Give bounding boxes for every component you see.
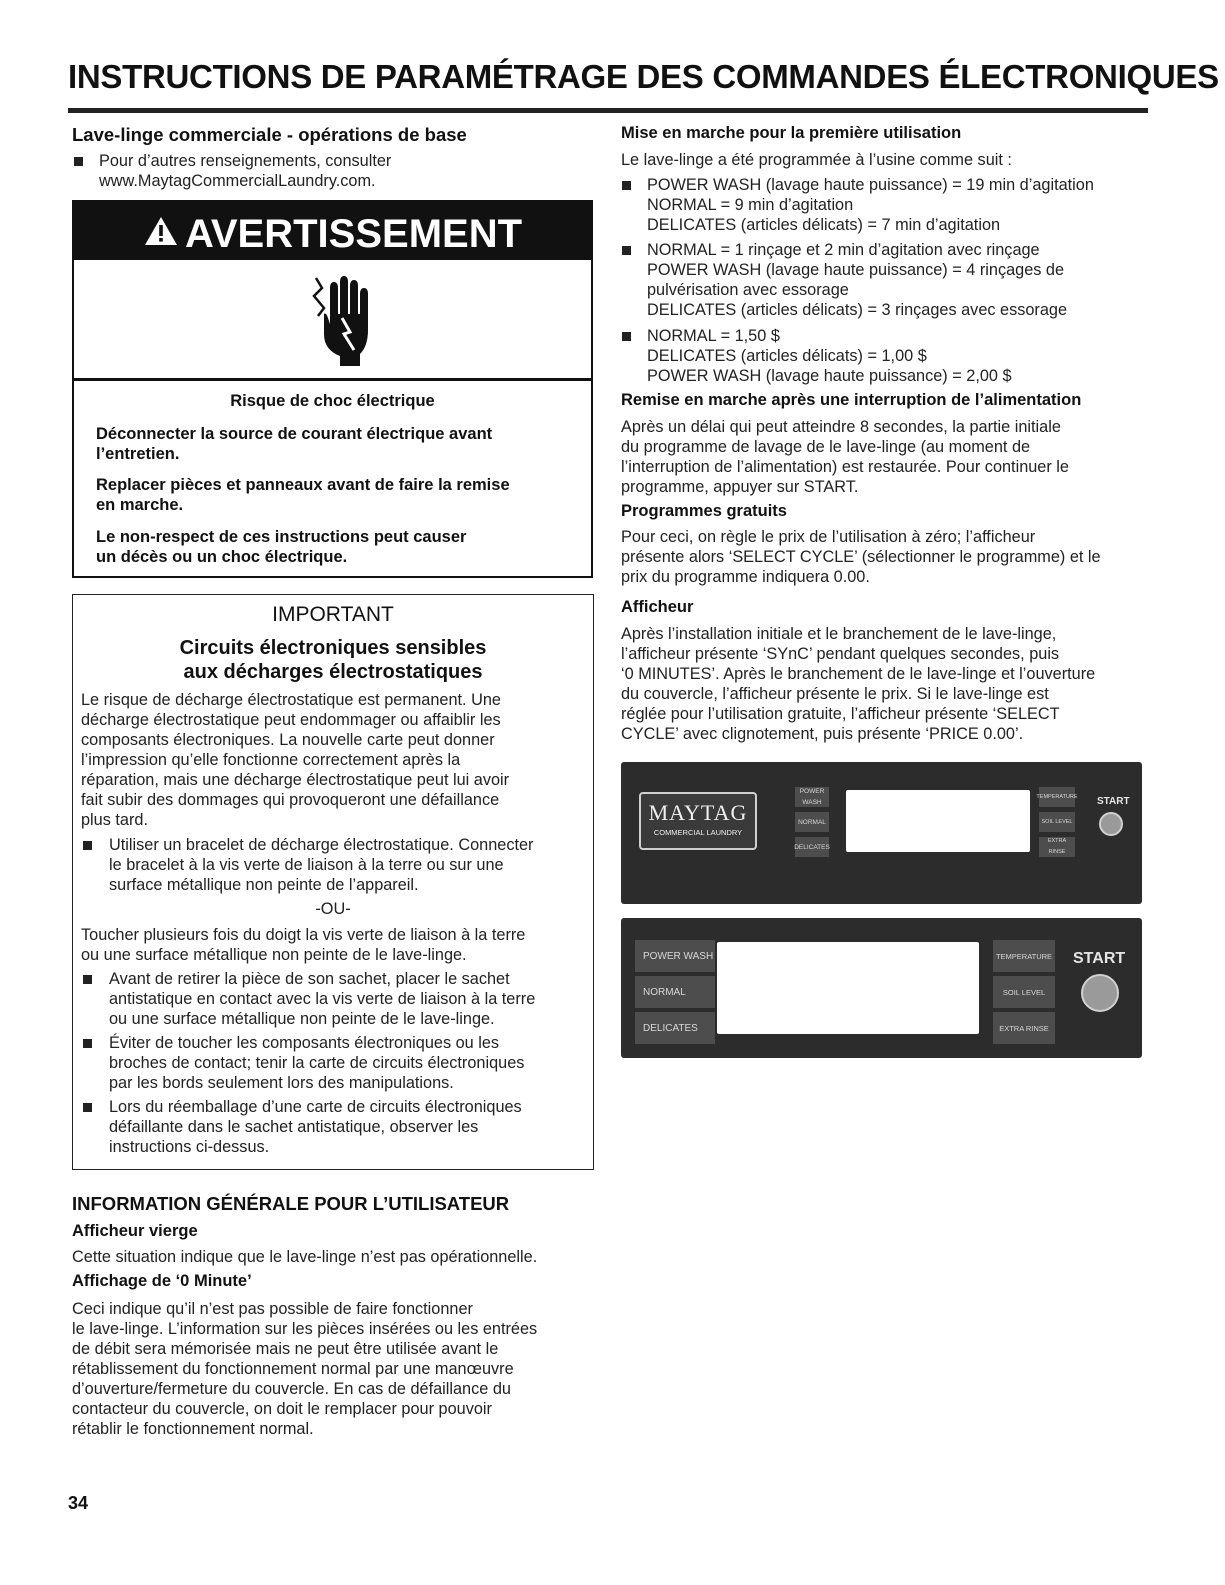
important-paragraph-2 [81,925,586,965]
delicates-button[interactable]: DELICATES [635,1012,715,1044]
normal-button[interactable]: NORMAL [795,812,829,832]
text-line: surface métallique non peinte de l’appareil. [109,876,419,894]
intro-line-1: Pour d’autres renseignements, consulter [99,152,392,170]
start-button[interactable] [1081,974,1119,1012]
display-text [621,624,1146,744]
text-line: rétablir le fonctionnement normal. [72,1420,314,1438]
first-use-title: Mise en marche pour la première utilisation [621,124,962,142]
warning-line: un décès ou un choc électrique. [96,548,348,566]
warning-title [74,210,591,257]
warning-triangle-icon [143,212,179,257]
warning-header [74,202,591,260]
bullet-icon [83,1103,92,1112]
extra-rinse-button[interactable]: EXTRA RINSE [993,1012,1055,1044]
warning-box [72,200,593,578]
text-line: du couvercle, l’afficheur présente le prix. Si le lave-linge est [621,685,1049,703]
bullet-icon [622,181,631,190]
restart-text [621,417,1146,497]
important-bullet-3 [81,1033,586,1093]
important-bullet-1 [81,835,586,895]
text-line: défaillante dans le sachet antistatique, observer les [109,1118,479,1136]
page-title: INSTRUCTIONS DE PARAMÉTRAGE DES COMMANDES ÉLECTRONIQUES [68,58,1219,95]
bullet-icon [83,975,92,984]
text-line: par les bords seulement lors des manipulations. [109,1074,454,1092]
text-line: du programme de lavage de le lave-linge (au moment de [621,438,1031,456]
text-line: ou une surface métallique non peinte de le lave-linge. [81,946,467,964]
intro-line-2[interactable]: www.MaytagCommercialLaundry.com. [99,172,376,190]
free-programs-text [621,527,1146,587]
text-line: rétablissement du fonctionnement normal par une manœuvre [72,1360,514,1378]
text-line: le bracelet à la vis verte de liaison à la terre ou sur une [109,856,504,874]
text-line: ou une surface métallique non peinte de le lave-linge. [109,1010,495,1028]
delicates-button[interactable]: DELICATES [795,837,829,857]
warning-header-label: AVERTISSEMENT [184,211,523,256]
text-line: POWER WASH (lavage haute puissance) = 2,00 $ [647,367,1012,385]
important-subtitle-2: aux décharges électrostatiques [183,661,483,683]
text-line: broches de contact; tenir la carte de circuits électroniques [109,1054,525,1072]
bullet-icon [83,841,92,850]
logo-text: MAYTAG [648,800,748,825]
display-screen [717,942,979,1034]
first-use-bullet-2 [621,240,1146,320]
general-info-title: INFORMATION GÉNÉRALE POUR L’UTILISATEUR [72,1193,510,1214]
temperature-button[interactable]: TEMPERATURE [1039,787,1075,807]
text-line: NORMAL = 1,50 $ [647,327,780,345]
hazard-title: Risque de choc électrique [230,392,435,410]
display-title: Afficheur [621,598,694,616]
text-line: de débit sera mémorisée mais ne peut être utilisée avant le [72,1340,499,1358]
warning-text-1 [96,424,576,464]
text-line: l’impression qu’elle fonctionne correctement après la [81,751,461,769]
important-bullet-2 [81,969,586,1029]
warning-text-2 [96,475,576,515]
display-screen [846,790,1030,852]
important-bullet-4 [81,1097,586,1157]
text-line: réparation, mais une décharge électrostatique peut lui avoir [81,771,510,789]
blank-display-text: Cette situation indique que le lave-linge n’est pas opérationnelle. [72,1248,538,1266]
warning-line: Déconnecter la source de courant électrique avant [96,425,493,443]
power-wash-button[interactable]: POWER WASH [795,787,829,807]
text-line: fait subir des dommages qui provoqueront une défaillance [81,791,500,809]
text-line: Lors du réemballage d’une carte de circuits électroniques [109,1098,522,1116]
text-line: Le risque de décharge électrostatique est permanent. Une [81,691,501,709]
text-line: NORMAL = 9 min d’agitation [647,196,854,214]
free-programs-title: Programmes gratuits [621,502,787,520]
page-number: 34 [68,1493,89,1513]
text-line: ‘0 MINUTES’. Après le branchement de le lave-linge et l’ouverture [621,665,1096,683]
text-line: programme, appuyer sur START. [621,478,859,496]
text-line: Après l’installation initiale et le branchement de le lave-linge, [621,625,1057,643]
text-line: Toucher plusieurs fois du doigt la vis verte de liaison à la terre [81,926,526,944]
warning-line: l’entretien. [96,445,180,463]
control-panel-1 [621,762,1142,904]
first-use-bullet-1 [621,175,1146,235]
control-panel-2 [621,918,1142,1058]
text-line: Après un délai qui peut atteindre 8 secondes, la partie initiale [621,418,1061,436]
text-line: d’ouverture/fermeture du couvercle. En cas de défaillance du [72,1380,511,1398]
start-label: START [1073,950,1126,967]
text-line: antistatique en contact avec la vis verte de liaison à la terre [109,990,536,1008]
text-line: pulvérisation avec essorage [647,281,849,299]
bullet-icon [83,1039,92,1048]
text-line: réglée pour l’utilisation gratuite, l’afficheur présente ‘SELECT [621,705,1060,723]
logo-subtext: COMMERCIAL LAUNDRY [653,828,743,837]
text-line: décharge électrostatique peut endommager ou affaiblir les [81,711,501,729]
text-line: présente alors ‘SELECT CYCLE’ (sélectionner le programme) et le [621,548,1101,566]
text-line: DELICATES (articles délicats) = 7 min d’agitation [647,216,1001,234]
electric-shock-hand-icon [302,274,372,375]
soil-level-button[interactable]: SOIL LEVEL [1039,812,1075,832]
warning-text-3 [96,527,576,567]
power-wash-button[interactable]: POWER WASH [635,940,715,972]
text-line: Pour ceci, on règle le prix de l’utilisation à zéro; l’afficheur [621,528,1036,546]
temperature-button[interactable]: TEMPERATURE [993,940,1055,972]
section-title: Lave-linge commerciale - opérations de base [72,124,467,145]
text-line: contacteur du couvercle, on doit le remplacer pour pouvoir [72,1400,492,1418]
text-line: CYCLE’ avec clignotement, puis présente ‘PRICE 0.00’. [621,725,1024,743]
maytag-logo [639,792,757,850]
warning-line: Le non-respect de ces instructions peut causer [96,528,467,546]
text-line: POWER WASH (lavage haute puissance) = 19 min d’agitation [647,176,1094,194]
text-line: Éviter de toucher les composants électroniques ou les [109,1034,500,1052]
text-line: Ceci indique qu’il n’est pas possible de faire fonctionner [72,1300,473,1318]
bullet-icon [74,157,83,166]
blank-display-title: Afficheur vierge [72,1222,198,1240]
start-label: START [1097,796,1130,807]
normal-button[interactable]: NORMAL [635,976,715,1008]
warning-line: Replacer pièces et panneaux avant de faire la remise [96,476,510,494]
important-box [72,594,594,1170]
first-use-intro: Le lave-linge a été programmée à l’usine comme suit : [621,151,1012,169]
text-line: l’interruption de l’alimentation) est restaurée. Pour continuer le [621,458,1069,476]
text-line: DELICATES (articles délicats) = 3 rinçages avec essorage [647,301,1068,319]
zero-minute-text [72,1299,592,1439]
text-line: composants électroniques. La nouvelle carte peut donner [81,731,495,749]
restart-title: Remise en marche après une interruption de l’alimentation [621,391,1082,409]
warning-divider [74,378,591,381]
warning-line: en marche. [96,496,184,514]
start-button[interactable] [1099,812,1123,836]
important-title: IMPORTANT [272,603,394,626]
text-line: DELICATES (articles délicats) = 1,00 $ [647,347,927,365]
text-line: Avant de retirer la pièce de son sachet, placer le sachet [109,970,510,988]
text-line: le lave-linge. L’information sur les pièces insérées ou les entrées [72,1320,538,1338]
text-line: plus tard. [81,811,148,829]
text-line: l’afficheur présente ‘SYnC’ pendant quelques secondes, puis [621,645,1060,663]
text-line: NORMAL = 1 rinçage et 2 min d’agitation avec rinçage [647,241,1040,259]
text-line: Utiliser un bracelet de décharge électrostatique. Connecter [109,836,534,854]
important-paragraph [81,690,586,830]
or-separator: -OU- [315,900,351,918]
title-rule [68,108,1148,113]
important-subtitle-1: Circuits électroniques sensibles [179,637,487,659]
text-line: instructions ci-dessus. [109,1138,270,1156]
bullet-icon [622,332,631,341]
soil-level-button[interactable]: SOIL LEVEL [993,976,1055,1008]
zero-minute-title: Affichage de ‘0 Minute’ [72,1272,252,1290]
text-line: prix du programme indiquera 0.00. [621,568,870,586]
first-use-bullet-3 [621,326,1146,386]
extra-rinse-button[interactable]: EXTRA RINSE [1039,837,1075,857]
intro-bullet [72,151,592,191]
bullet-icon [622,246,631,255]
text-line: POWER WASH (lavage haute puissance) = 4 rinçages de [647,261,1065,279]
